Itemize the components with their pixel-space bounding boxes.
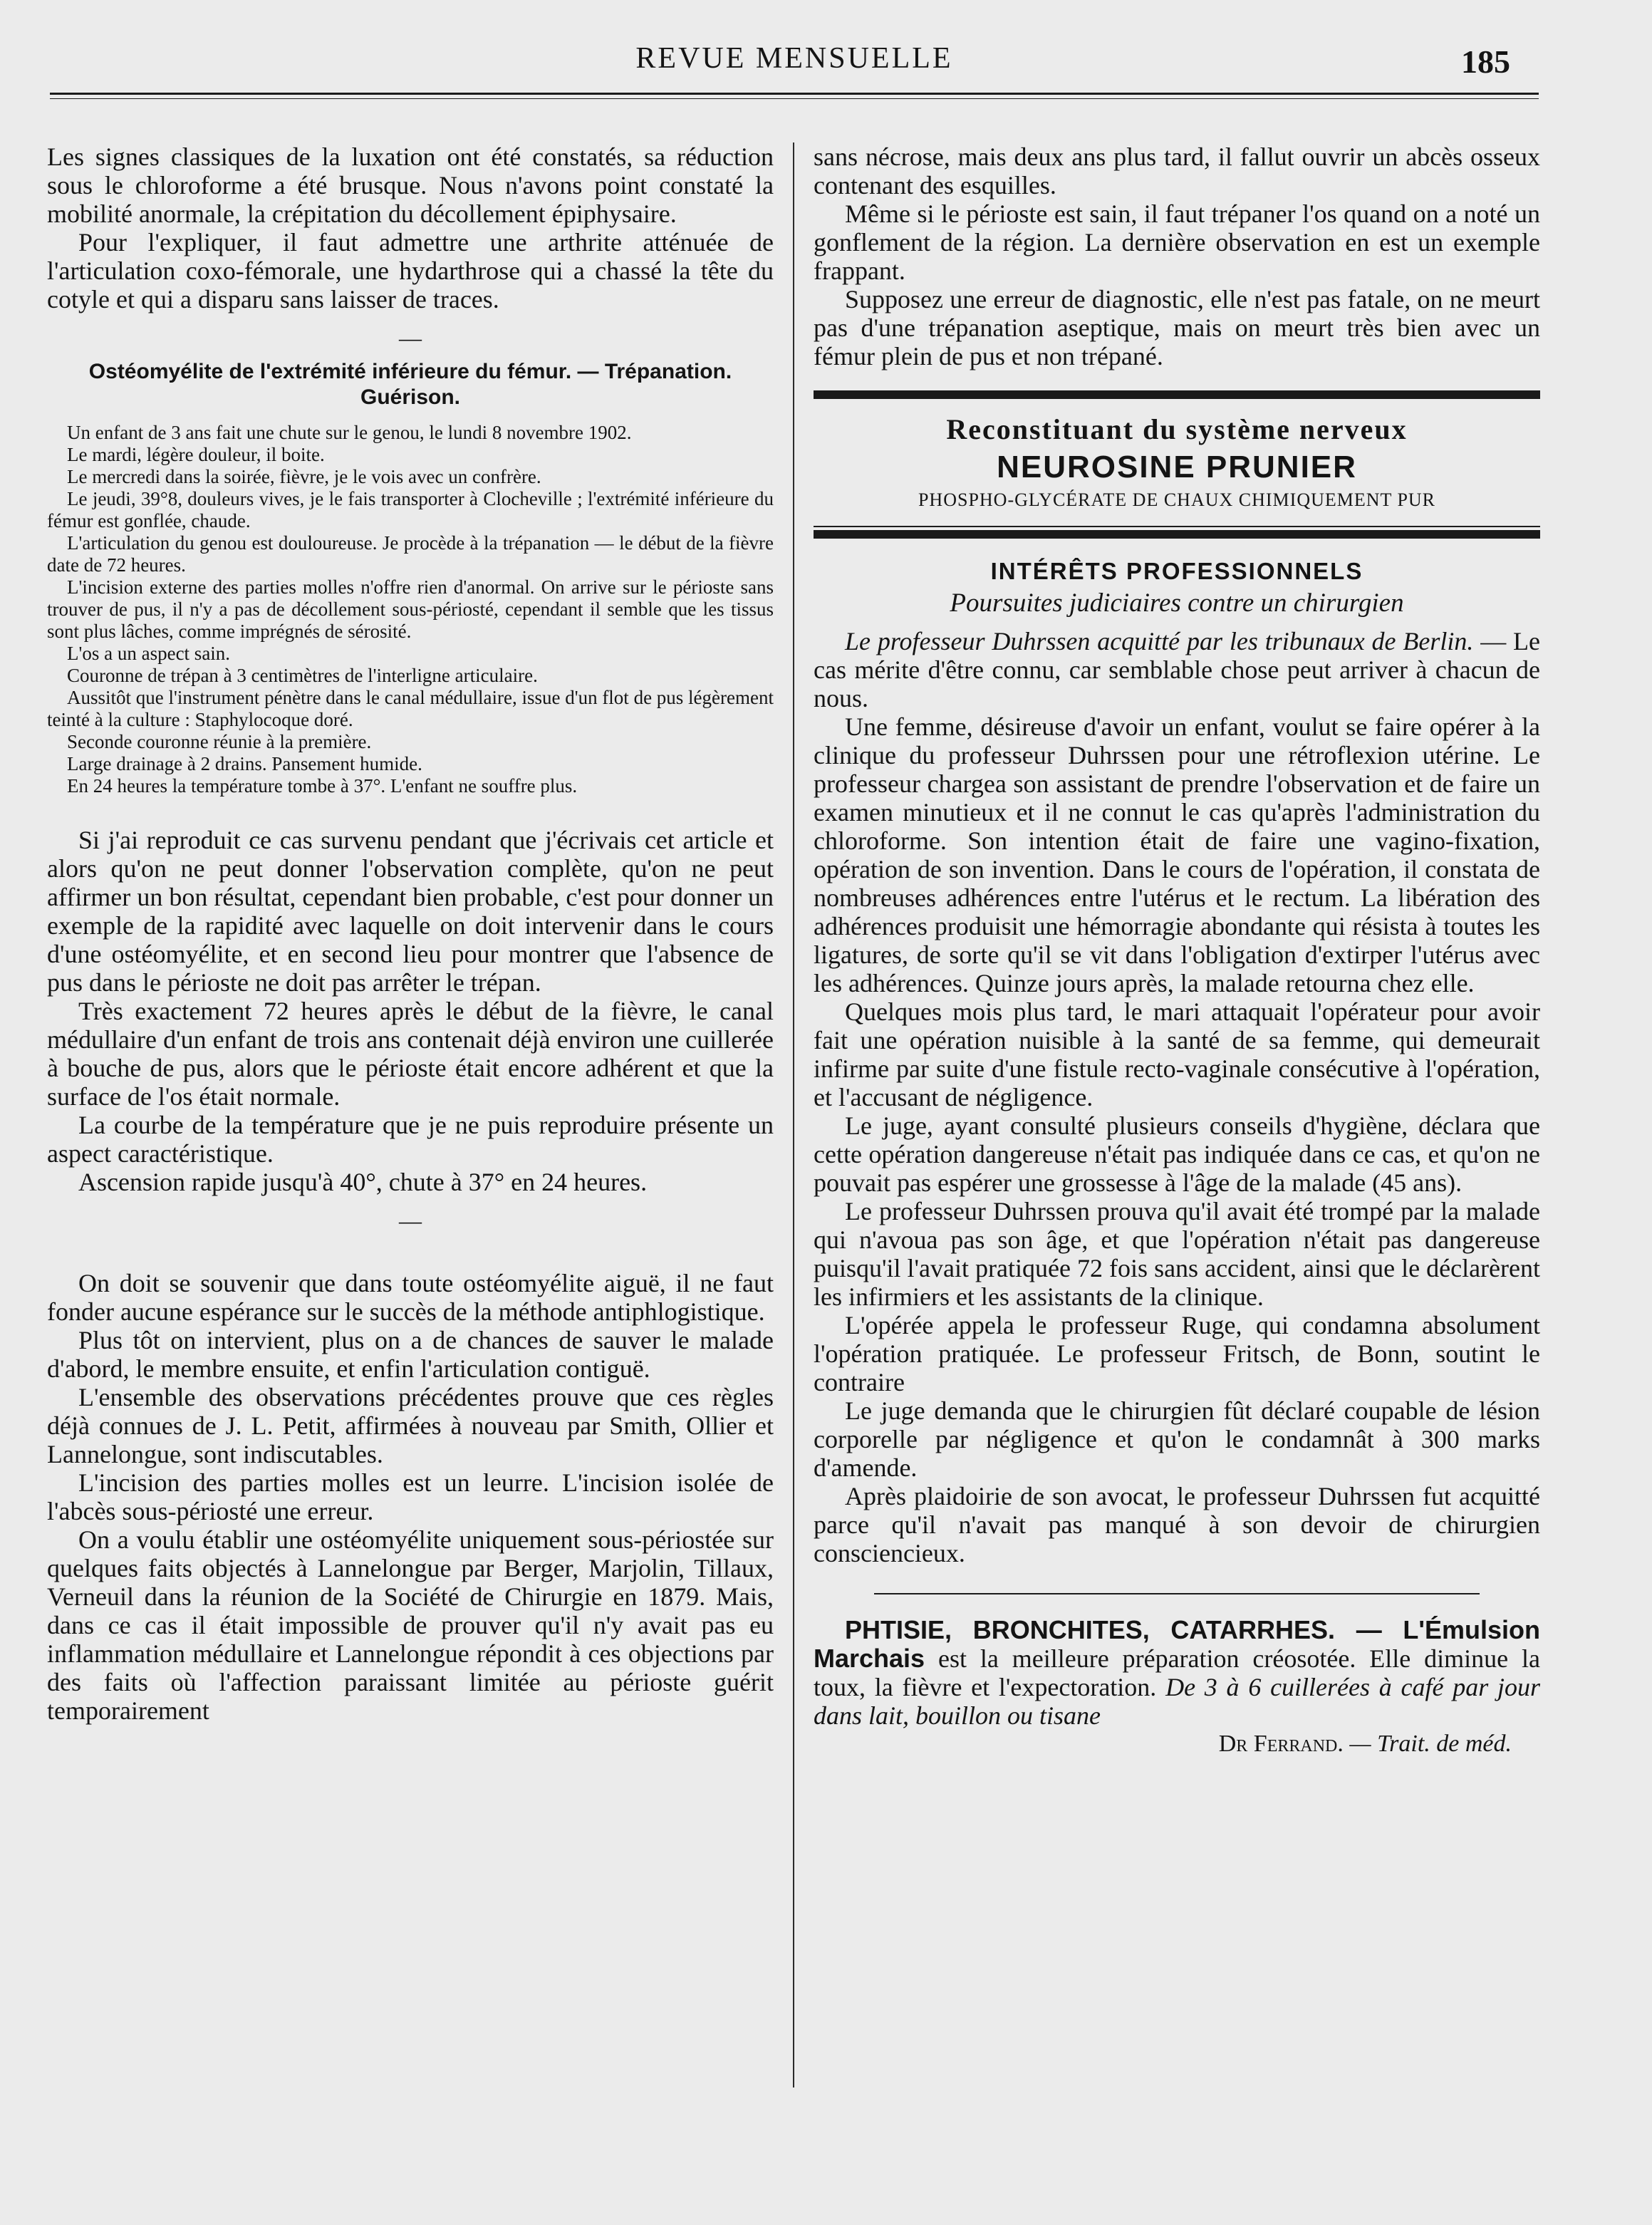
notice-heading: PHTISIE, BRONCHITES, CATARRHES. — L'Émulsion Marchais [814,1615,1540,1673]
paragraph: Le professeur Duhrssen prouva qu'il avait été trompé par la malade qui n'avoua pas son âge, et que l'opération n'était pas dangereuse puisqu'il l'avait pratiquée 72 fois sans accident, ainsi que le déclarèrent les infirmiers et les assistants de la clinique. [814,1197,1540,1311]
page-header [50,38,1539,100]
notice-text: est la meilleure préparation créosotée. Elle diminue la toux, la fièvre et l'expectoration. [814,1644,1540,1701]
lead-text: — Le cas mérite d'être connu, car semblable chose peut arriver à chacun de nous. [814,627,1540,712]
case-title: Ostéomyélite de l'extrémité inférieure du fémur. — Trépanation. Guérison. [88,360,732,409]
signature-source: — Trait. de méd. [1343,1731,1512,1757]
paragraph: Supposez une erreur de diagnostic, elle n'est pas fatale, on ne meurt pas d'une trépanation aseptique, mais on meurt très bien avec un fémur plein de pus et non trépané. [814,285,1540,370]
paragraph: On a voulu établir une ostéomyélite uniquement sous-périostée sur quelques faits objectés à Lannelongue par Berger, Marjolin, Tillaux, Verneuil dans la réunion de la Société de Chirurgie en 1879. Mais, dans ce cas il était impossible de prouver qu'il n'y avait pas eu inflammation médullaire et Lannelongue répondit à ces objections par des faits où l'affection paraissant limitée au périoste guérit temporairement [47,1525,774,1725]
header-rule-thin [50,98,1539,99]
case-line: L'articulation du genou est douloureuse. Je procède à la trépanation — le début de la fièvre date de 72 heures. [47,532,774,576]
section-title: INTÉRÊTS PROFESSIONNELS [990,558,1363,584]
right-column [814,142,1540,1758]
ad-rule [814,390,1540,399]
case-line: Couronne de trépan à 3 centimètres de l'interligne articulaire. [67,665,538,686]
notice-signature [814,1730,1540,1758]
lead-italic: Le professeur Duhrssen acquitté par les tribunaux de Berlin. [845,627,1474,655]
paragraph: Même si le périoste est sain, il faut trépaner l'os quand on a noté un gonflement de la région. La dernière observation en est un exemple frappant. [814,199,1540,285]
lead-paragraph [814,627,1540,712]
paragraph: Ascension rapide jusqu'à 40°, chute à 37° en 24 heures. [78,1168,648,1196]
journal-title: REVUE MENSUELLE [635,42,953,75]
paragraph: La courbe de la température que je ne puis reproduire présente un aspect caractéristique. [47,1111,774,1168]
paragraph: Quelques mois plus tard, le mari attaquait l'opérateur pour avoir fait une opération nuisible à la santé de sa femme, qui demeurait infirme par suite d'une fistule recto-vaginale consécutive à l'opération, et l'accusant de négligence. [814,997,1540,1111]
paragraph: Le juge demanda que le chirurgien fût déclaré coupable de lésion corporelle par négligence et qu'on le condamnât à 300 marks d'amende. [814,1396,1540,1482]
separator-dash: — [399,325,422,351]
paragraph: L'incision des parties molles est un leurre. L'incision isolée de l'abcès sous-périosté une erreur. [47,1468,774,1525]
left-column [47,142,774,1725]
separator-dash: — [399,1208,422,1233]
advertisement [814,390,1540,539]
paragraph: Le juge, ayant consulté plusieurs conseils d'hygiène, déclara que cette opération dangereuse n'était pas indiquée dans ce cas, et qu'on ne pouvait pas espérer une grossesse à l'âge de la malade (45 ans). [814,1111,1540,1197]
paragraph: Plus tôt on intervient, plus on a de chances de sauver le malade d'abord, le membre ensuite, et enfin l'articulation contiguë. [47,1326,774,1383]
paragraph: sans nécrose, mais deux ans plus tard, il fallut ouvrir un abcès osseux contenant des esquilles. [814,142,1540,199]
case-line: Un enfant de 3 ans fait une chute sur le genou, le lundi 8 novembre 1902. [67,422,632,443]
paragraph: On doit se souvenir que dans toute ostéomyélite aiguë, il ne faut fonder aucune espérance sur le succès de la méthode antiphlogistique. [47,1269,774,1326]
case-line: L'incision externe des parties molles n'offre rien d'anormal. On arrive sur le périoste sans trouver de pus, il n'y a pas de décollement sous-périosté, cependant il semble que les tissus sont plus lâches, comme imprégnés de sérosité. [47,576,774,642]
signature-author: Dr Ferrand. [1218,1731,1344,1757]
ad-rule [814,530,1540,539]
paragraph: Les signes classiques de la luxation ont été constatés, sa réduction sous le chloroforme a été brusque. Nous n'avons point constaté la mobilité anormale, la crépitation du décollement épiphysaire. [47,142,774,228]
paragraph: Après plaidoirie de son avocat, le professeur Duhrssen fut acquitté parce qu'il n'avait pas manqué à son devoir de chirurgien consciencieux. [814,1482,1540,1567]
header-rule [50,93,1539,95]
ad-tagline: Reconstituant du système nerveux [946,413,1408,445]
paragraph: Si j'ai reproduit ce cas survenu pendant que j'écrivais cet article et alors qu'on ne peut donner l'observation complète, qu'on ne peut affirmer un bon résultat, cependant bien probable, c'est pour donner un exemple de la rapidité avec laquelle on doit intervenir dans le cours d'une ostéomyélite, et en second lieu pour montrer que l'absence de pus dans le périoste ne doit pas arrêter le trépan. [47,826,774,997]
case-line: En 24 heures la température tombe à 37°. L'enfant ne souffre plus. [67,775,578,797]
case-line: Aussitôt que l'instrument pénètre dans le canal médullaire, issue d'un flot de pus légèrement teinté à la culture : Staphylocoque doré. [47,687,774,730]
ad-product: PHOSPHO-GLYCÉRATE DE CHAUX CHIMIQUEMENT PUR [918,489,1436,510]
ad-brand: NEUROSINE PRUNIER [997,450,1357,484]
case-line: Le mercredi dans la soirée, fièvre, je le vois avec un confrère. [67,466,541,487]
section-subtitle: Poursuites judiciaires contre un chirurgien [950,588,1404,618]
case-line: Seconde couronne réunie à la première. [67,731,372,752]
paragraph: Très exactement 72 heures après le début de la fièvre, le canal médullaire d'un enfant de trois ans contenait déjà environ une cuillerée à bouche de pus, alors que le périoste était encore adhérent et que la surface de l'os était normale. [47,997,774,1111]
case-line: Large drainage à 2 drains. Pansement humide. [67,753,422,774]
ad-rule [814,526,1540,527]
notice-dosage: De 3 à 6 cuillerées à café par jour dans lait, bouillon ou tisane [814,1673,1541,1730]
case-line: Le mardi, légère douleur, il boite. [67,444,325,465]
column-divider [793,142,794,2087]
case-line: L'os a un aspect sain. [67,643,231,664]
paragraph: Pour l'expliquer, il faut admettre une arthrite atténuée de l'articulation coxo-fémorale, une hydarthrose qui a chassé la tête du cotyle et qui a disparu sans laisser de traces. [47,228,774,313]
paragraph: Une femme, désireuse d'avoir un enfant, voulut se faire opérer à la clinique du professeur Duhrssen pour une rétroflexion utérine. Le professeur chargea son assistant de prendre l'observation et de faire un examen minutieux et il ne connut le cas qu'après l'administration du chloroforme. Son intention était de faire une vagino-fixation, opération de son invention. Dans le cours de l'opération, il constata de nombreuses adhérences entre l'utérus et le rectum. La libération des adhérences produisit une hémorragie abondante qui résista à toutes les ligatures, de sorte qu'il se vit dans l'obligation d'extirper l'utérus avec les adhérences. Quinze jours après, la malade retourna chez elle. [814,712,1540,997]
case-line: Le jeudi, 39°8, douleurs vives, je le fais transporter à Clocheville ; l'extrémité inférieure du fémur est gonflée, chaude. [47,488,774,531]
paragraph: L'ensemble des observations précédentes prouve que ces règles déjà connues de J. L. Petit, affirmées à nouveau par Smith, Ollier et Lannelongue, sont indiscutables. [47,1383,774,1468]
notice-paragraph [814,1616,1540,1730]
page-number: 185 [1461,43,1510,80]
paragraph: L'opérée appela le professeur Ruge, qui condamna absolument l'opération pratiquée. Le professeur Fritsch, de Bonn, soutint le contraire [814,1311,1540,1396]
